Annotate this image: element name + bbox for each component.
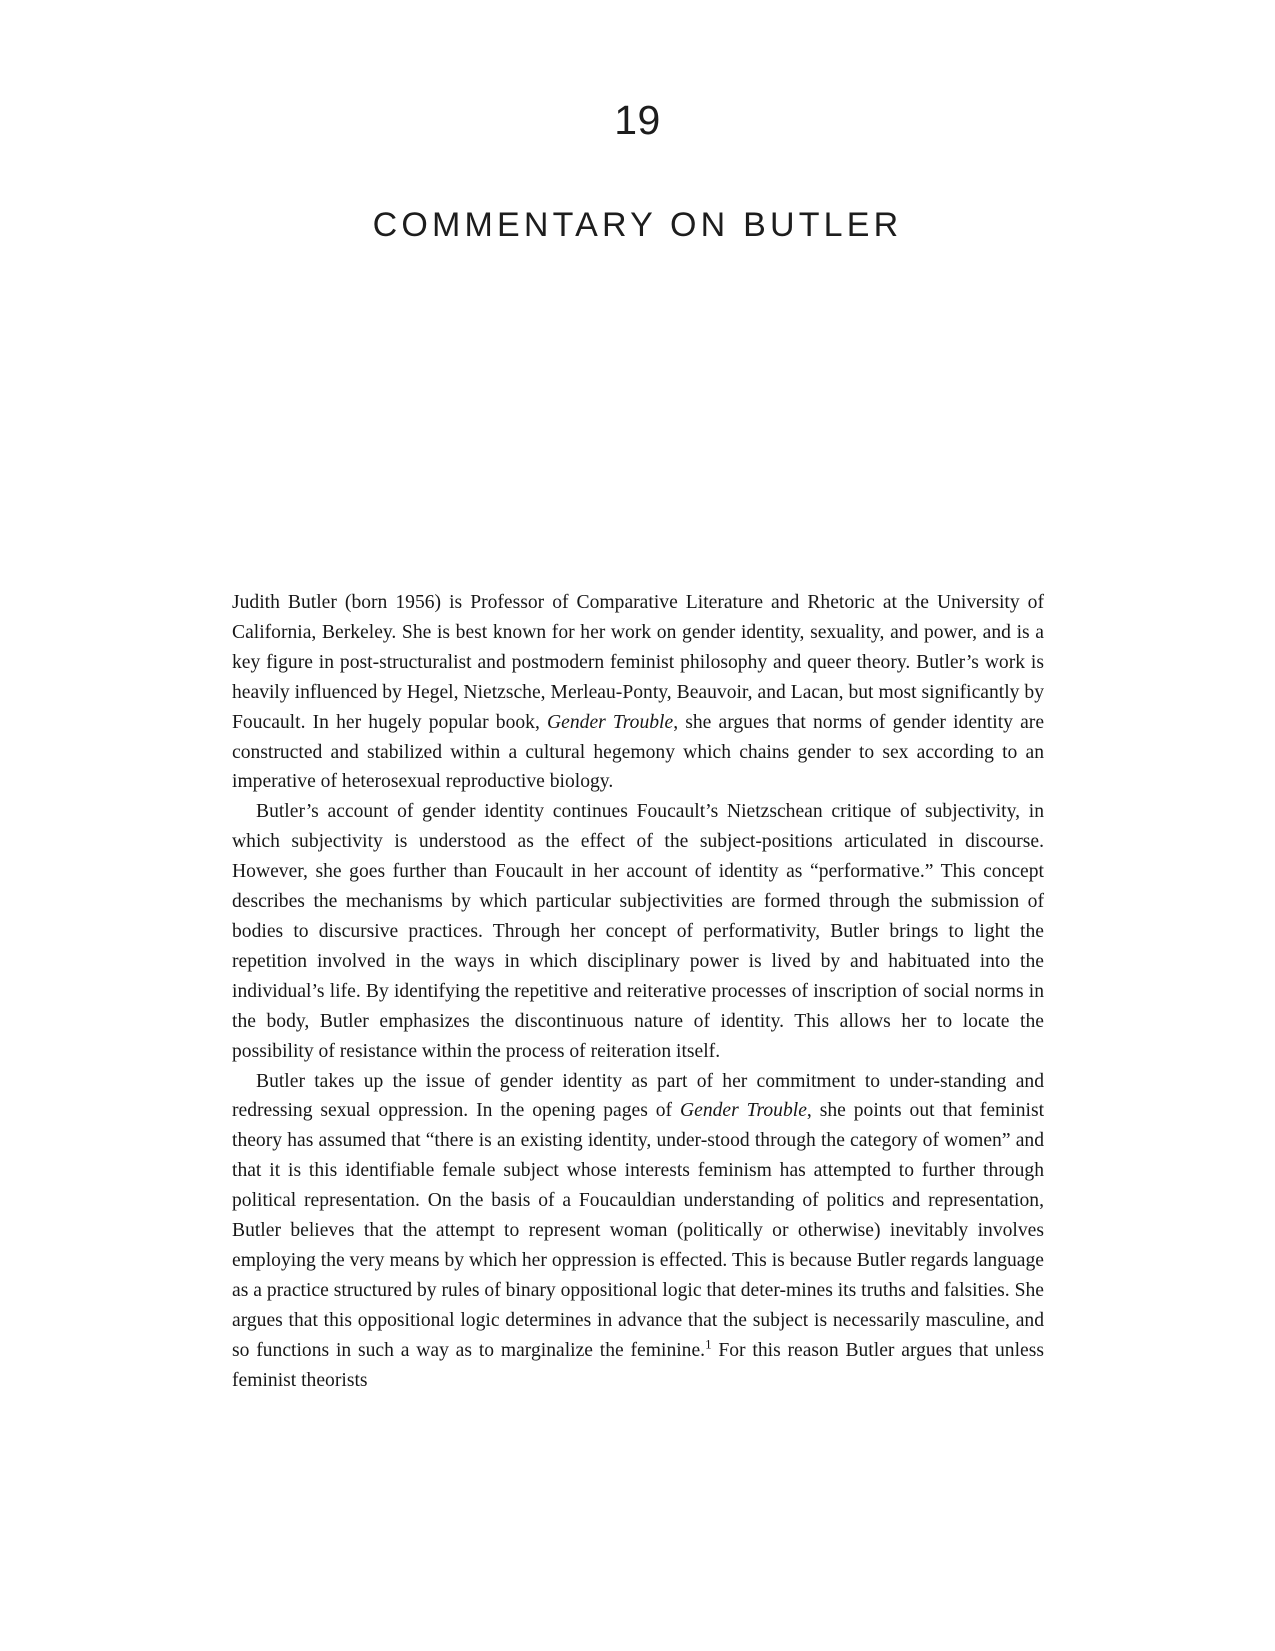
- body-text-block: [232, 588, 1044, 1395]
- footnote-reference[interactable]: 1: [705, 1336, 712, 1352]
- para-3: Butler takes up the issue of gender identity as part of her commitment to under-standing and redressing sexual oppression. In the opening pages of Gender Trouble, she points out that feminist theory has assumed that “there is an existing identity, under-stood through the category of women” and that it is this identifiable female subject whose interests feminism has attempted to further through political representation. On the basis of a Foucauldian understanding of politics and representation, Butler believes that the attempt to represent woman (politically or otherwise) inevitably involves employing the very means by which her oppression is effected. This is because Butler regards language as a practice structured by rules of binary oppositional logic that deter-mines its truths and falsities. She argues that this oppositional logic determines in advance that the subject is necessarily masculine, and so functions in such a way as to marginalize the feminine.$^1$ For this reason Butler argues that unless feminist theorists: [232, 1070, 1045, 1391]
- book-title: Gender Trouble: [547, 711, 674, 733]
- book-title: Gender Trouble: [679, 1100, 807, 1122]
- chapter-number: 19: [614, 97, 661, 143]
- chapter-title: COMMENTARY ON BUTLER: [372, 206, 903, 244]
- para-1: Judith Butler (born 1956) is Professor of Comparative Literature and Rhetoric at the University of California, Berkeley. She is best known for her work on gender identity, sexuality, and power, and is a key figure in post-structuralist and postmodern feminist philosophy and queer theory. Butler’s work is heavily influenced by Hegel, Nietzsche, Merleau-Ponty, Beauvoir, and Lacan, but most significantly by Foucault. In her hugely popular book, Gender Trouble, she argues that norms of gender identity are constructed and stabilized within a cultural hegemony which chains gender to sex according to an imperative of heterosexual reproductive biology.: [232, 592, 1045, 793]
- chapter-heading: [0, 0, 1275, 244]
- para-2: Butler’s account of gender identity continues Foucault’s Nietzschean critique of subjectivity, in which subjectivity is understood as the effect of the subject-positions articulated in discourse. However, she goes further than Foucault in her account of identity as “performative.” This concept describes the mechanisms by which particular subjectivities are formed through the submission of bodies to discursive practices. Through her concept of performativity, Butler brings to light the repetition involved in the ways in which disciplinary power is lived by and habituated into the individual’s life. By identifying the repetitive and reiterative processes of inscription of social norms in the body, Butler emphasizes the discontinuous nature of identity. This allows her to locate the possibility of resistance within the process of reiteration itself.: [232, 801, 1044, 1062]
